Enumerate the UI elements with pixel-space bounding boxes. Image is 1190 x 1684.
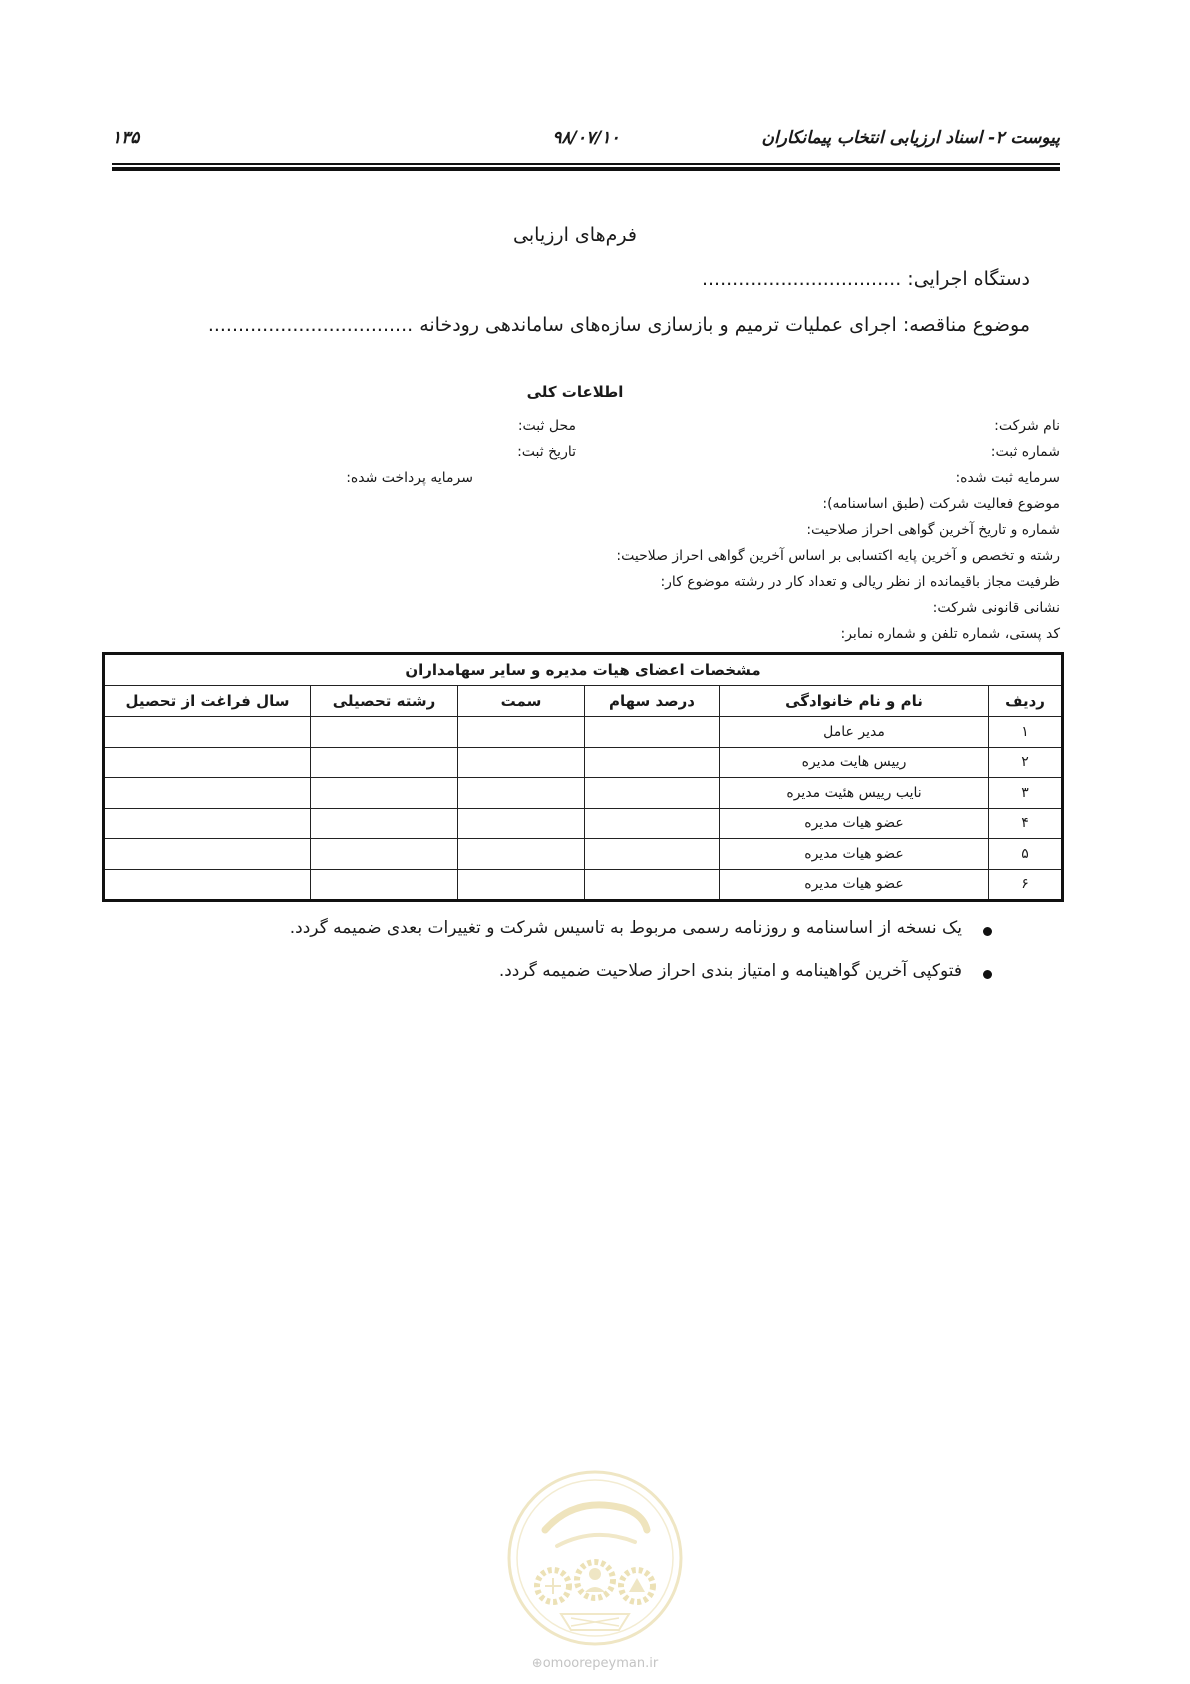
graduation-cell	[104, 717, 311, 748]
certificate-label: شماره و تاریخ آخرین گواهی احراز صلاحیت:	[806, 522, 1060, 538]
table-row	[104, 778, 1063, 809]
header-date: ۹۸/۰۷/۱۰	[552, 128, 620, 148]
position-cell	[458, 869, 585, 901]
share-cell	[585, 808, 720, 839]
row-number: ۲	[989, 747, 1063, 778]
table-row	[104, 717, 1063, 748]
watermark-seal-logo	[505, 1468, 685, 1648]
page-number: ۱۳۵	[112, 128, 140, 148]
field-cell	[311, 808, 458, 839]
share-cell	[585, 747, 720, 778]
legal-address-label: نشانی قانونی شرکت:	[932, 600, 1060, 616]
list-item	[290, 918, 992, 948]
field-cell	[311, 869, 458, 901]
header-rule-thin	[112, 163, 1060, 165]
row-number: ۳	[989, 778, 1063, 809]
member-name: عضو هیات مدیره	[720, 869, 989, 901]
header-title: پیوست ۲- اسناد ارزیابی انتخاب پیمانکاران	[761, 128, 1060, 148]
member-name: عضو هیات مدیره	[720, 808, 989, 839]
share-cell	[585, 839, 720, 870]
registration-number-label: شماره ثبت:	[990, 444, 1060, 460]
board-members-table	[102, 652, 1064, 902]
bullet-icon	[983, 970, 992, 979]
share-cell	[585, 869, 720, 901]
note-text: فتوکپی آخرین گواهینامه و امتیاز بندی احراز صلاحیت ضمیمه گردد.	[498, 961, 962, 981]
bullet-icon	[983, 927, 992, 936]
member-name: مدیر عامل	[720, 717, 989, 748]
postal-phone-fax-label: کد پستی، شماره تلفن و شماره نمابر:	[840, 626, 1060, 642]
share-cell	[585, 778, 720, 809]
company-name-label: نام شرکت:	[994, 418, 1060, 434]
graduation-cell	[104, 808, 311, 839]
table-row	[104, 869, 1063, 901]
note-text: یک نسخه از اساسنامه و روزنامه رسمی مربوط به تاسیس شرکت و تغییرات بعدی ضمیمه گردد.	[289, 918, 962, 938]
position-cell	[458, 717, 585, 748]
graduation-cell	[104, 869, 311, 901]
position-cell	[458, 778, 585, 809]
row-number: ۶	[989, 869, 1063, 901]
col-header-row: ردیف	[989, 686, 1063, 717]
col-header-name: نام و نام خانوادگی	[720, 686, 989, 717]
col-header-position: سمت	[458, 686, 585, 717]
website-watermark	[505, 1656, 685, 1671]
share-cell	[585, 717, 720, 748]
member-name: عضو هیات مدیره	[720, 839, 989, 870]
col-header-graduation: سال فراغت از تحصیل	[104, 686, 311, 717]
position-cell	[458, 808, 585, 839]
page-header	[112, 128, 1060, 156]
table-row	[104, 747, 1063, 778]
position-cell	[458, 747, 585, 778]
tender-subject-line: موضوع مناقصه: اجرای عملیات ترمیم و بازسازی سازه‌های ساماندهی رودخانه ..................................	[207, 314, 1030, 336]
executive-agency-line: دستگاه اجرایی: .................................	[701, 268, 1030, 290]
field-cell	[311, 717, 458, 748]
general-info-title: اطلاعات کلی	[526, 383, 624, 401]
graduation-cell	[104, 747, 311, 778]
activity-subject-label: موضوع فعالیت شرکت (طبق اساسنامه):	[822, 496, 1060, 512]
member-name: نایب رییس هئیت مدیره	[720, 778, 989, 809]
registration-place-label: محل ثبت:	[517, 418, 576, 434]
list-item	[290, 961, 992, 991]
website-text: omoorepeyman.ir	[542, 1656, 659, 1671]
globe-icon: ⊕	[531, 1656, 543, 1671]
col-header-field: رشته تحصیلی	[311, 686, 458, 717]
row-number: ۱	[989, 717, 1063, 748]
table-row	[104, 839, 1063, 870]
notes-list	[290, 918, 992, 1004]
member-name: رییس هایت مدیره	[720, 747, 989, 778]
row-number: ۴	[989, 808, 1063, 839]
forms-title: فرم‌های ارزیابی	[513, 224, 637, 246]
header-rule-thick	[112, 167, 1060, 171]
graduation-cell	[104, 839, 311, 870]
board-members-table-wrapper	[102, 652, 1064, 902]
registered-capital-label: سرمایه ثبت شده:	[955, 470, 1060, 486]
registration-date-label: تاریخ ثبت:	[517, 444, 576, 460]
remaining-capacity-label: ظرفیت مجاز باقیمانده از نظر ریالی و تعداد کار در رشته موضوع کار:	[660, 574, 1060, 590]
table-caption: مشخصات اعضای هیات مدیره و سایر سهامداران	[104, 654, 1063, 686]
position-cell	[458, 839, 585, 870]
table-row	[104, 808, 1063, 839]
field-cell	[311, 747, 458, 778]
field-grade-label: رشته و تخصص و آخرین پایه اکتسابی بر اساس آخرین گواهی احراز صلاحیت:	[616, 548, 1060, 564]
field-cell	[311, 839, 458, 870]
field-cell	[311, 778, 458, 809]
paid-capital-label: سرمایه پرداخت شده:	[346, 470, 473, 486]
row-number: ۵	[989, 839, 1063, 870]
graduation-cell	[104, 778, 311, 809]
col-header-share: درصد سهام	[585, 686, 720, 717]
